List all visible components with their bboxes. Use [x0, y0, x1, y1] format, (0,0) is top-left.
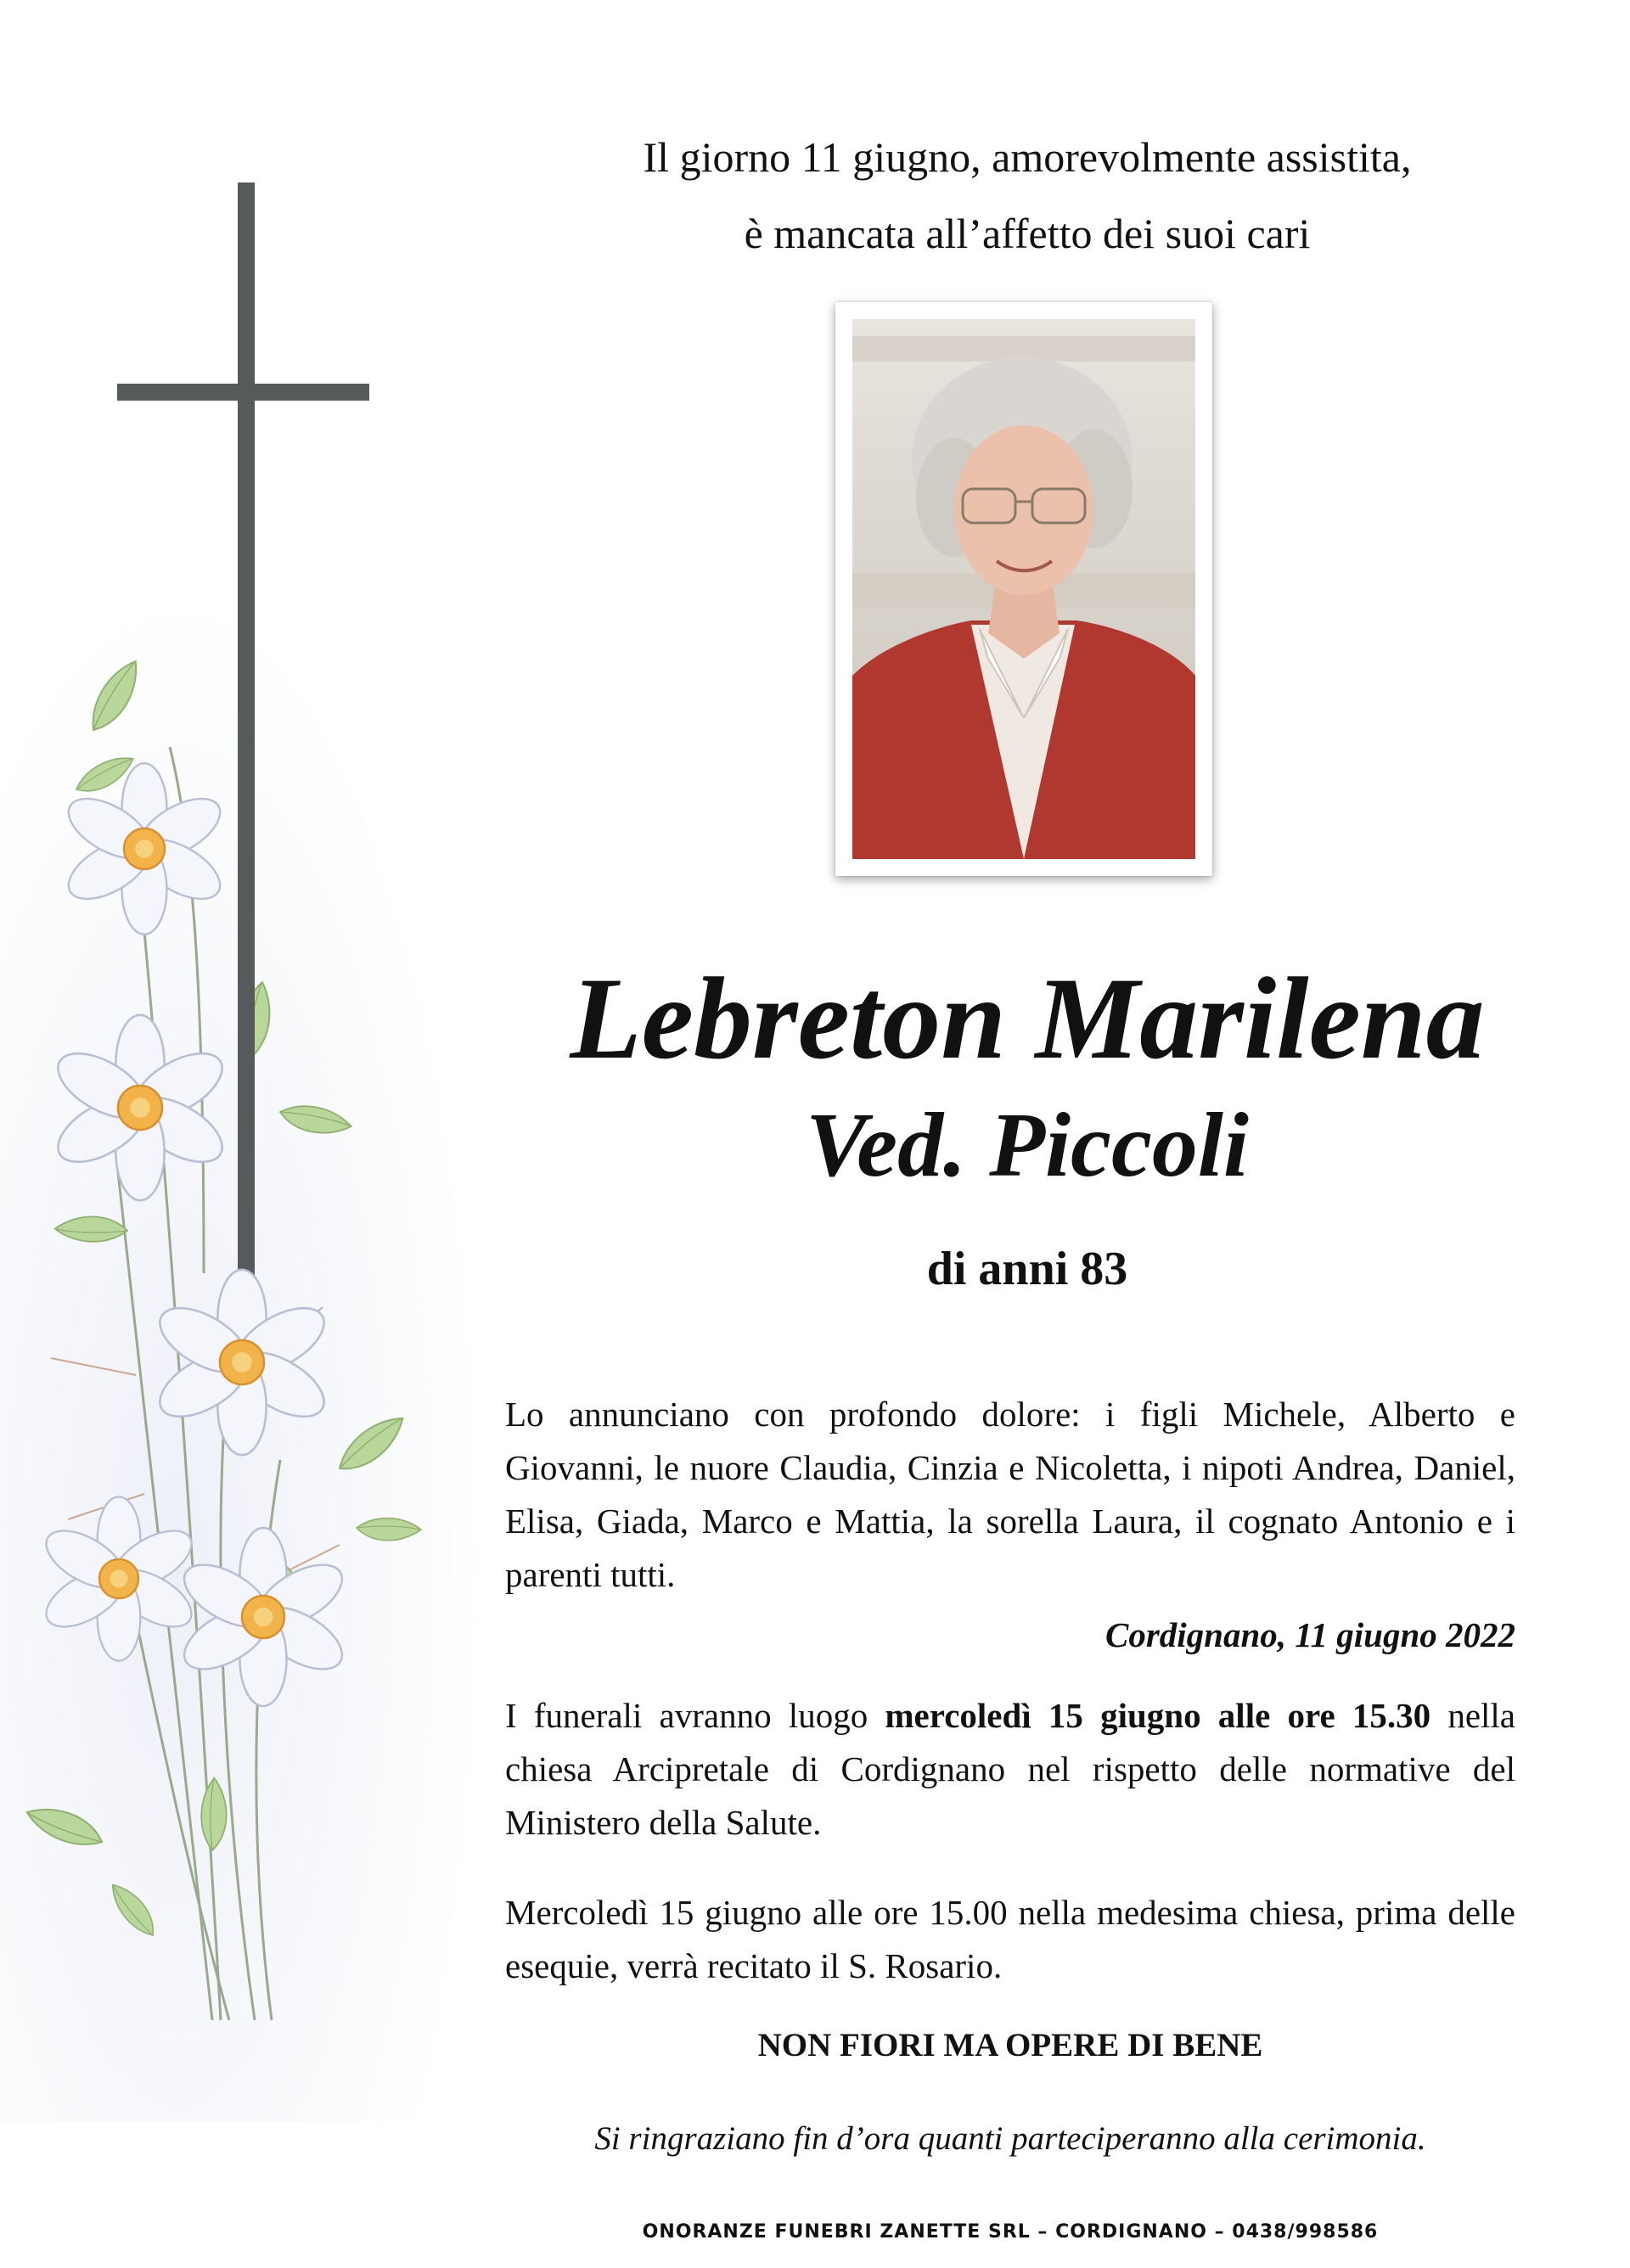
funeral-info — [505, 1689, 1515, 1850]
portrait-photo-frame — [835, 302, 1212, 876]
funeral-date-time: mercoledì 15 giugno alle ore 15.30 — [885, 1696, 1431, 1735]
intro-line-2: è mancata all’affetto dei suoi cari — [744, 210, 1311, 257]
intro-text — [509, 119, 1545, 272]
cross-flowers-illustration — [0, 0, 509, 2268]
thanks-note: Si ringraziano fin d’ora quanti parteciperanno alla cerimonia. — [594, 2120, 1426, 2157]
portrait-photo — [852, 319, 1195, 859]
funeral-home-footer: ONORANZE FUNEBRI ZANETTE SRL – CORDIGNANO – 0438/998586 — [642, 2221, 1379, 2243]
rosary-info: Mercoledì 15 giugno alle ore 15.00 nella medesima chiesa, prima delle esequie, verrà recitato il S. Rosario. — [505, 1893, 1515, 1985]
portrait-illustration — [852, 319, 1195, 859]
no-flowers-note: NON FIORI MA OPERE DI BENE — [757, 2027, 1263, 2063]
place-date: Cordignano, 11 giugno 2022 — [1104, 1615, 1515, 1654]
deceased-name: Lebreton Marilena — [570, 953, 1485, 1083]
announcement-text: Lo annunciano con profondo dolore: i figli Michele, Alberto e Giovanni, le nuore Claudia, Cinzia e Nicoletta, i nipoti Andrea, Daniel, Elisa, Giada, Marco e Mattia, la sorella Laura, il cognato Antonio e i parenti tutti. — [505, 1395, 1515, 1594]
funeral-info-prefix: I funerali avranno luogo — [505, 1696, 885, 1735]
funeral-info-suffix: nella chiesa Arcipretale di Cordignano nel rispetto delle normative del Ministero della Salute. — [505, 1696, 1515, 1842]
married-name: Ved. Piccoli — [806, 1095, 1249, 1196]
age: di anni 83 — [926, 1243, 1128, 1295]
intro-line-1: Il giorno 11 giugno, amorevolmente assistita, — [643, 133, 1412, 181]
cross-with-flowers-decoration — [0, 0, 509, 2268]
